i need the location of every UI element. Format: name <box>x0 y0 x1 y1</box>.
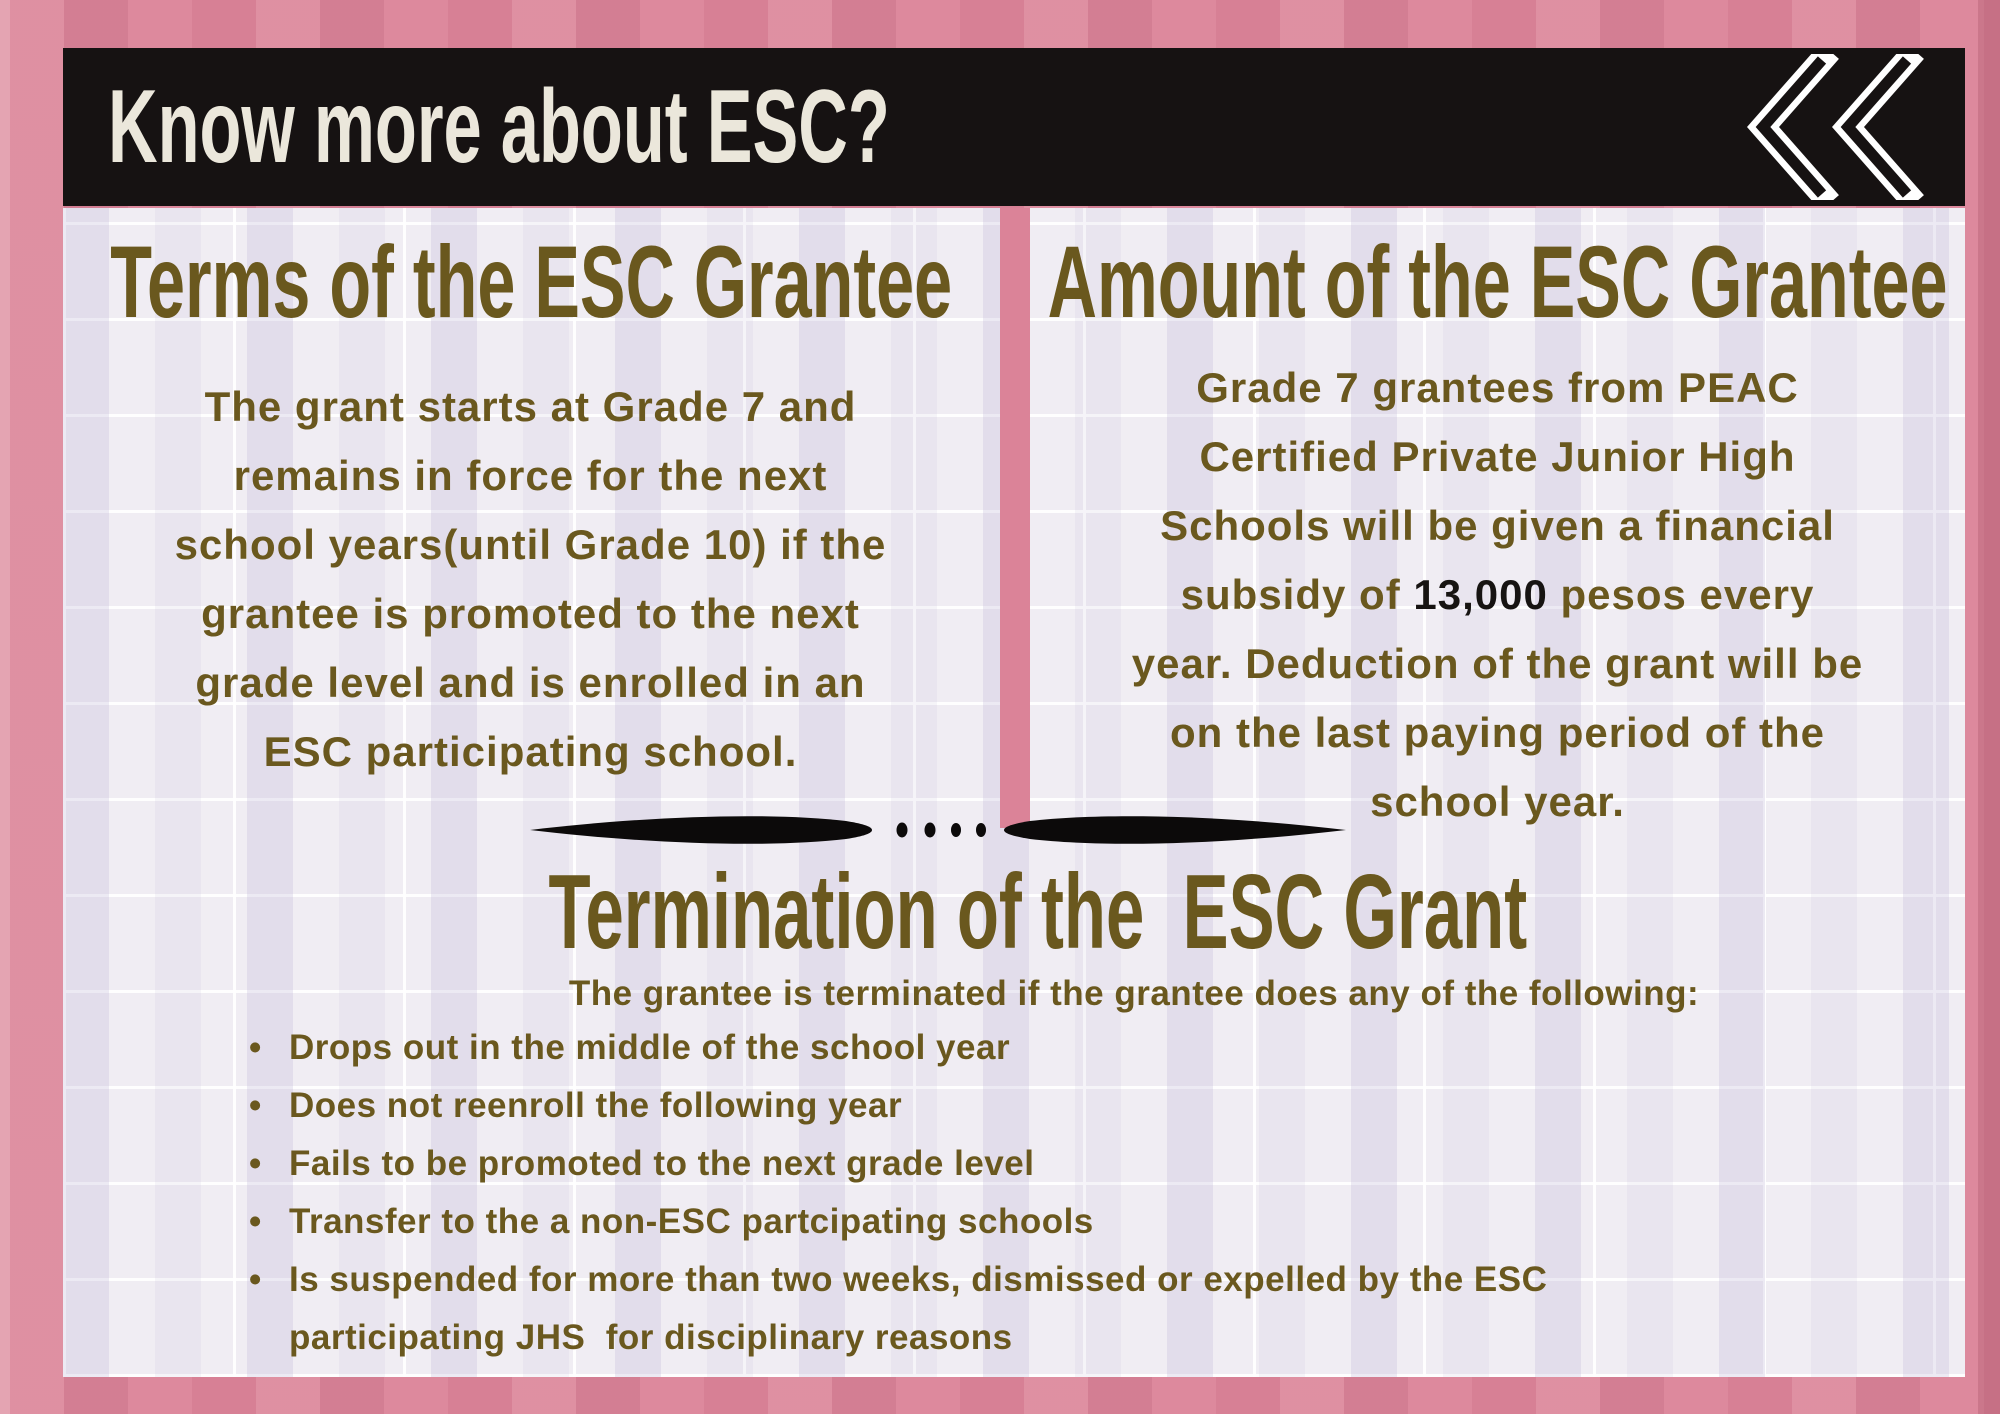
terms-heading: Terms of the ESC Grantee <box>110 224 953 339</box>
amount-heading: Amount of the ESC Grantee <box>1047 224 1948 339</box>
subsidy-amount: 13,000 <box>1413 571 1548 618</box>
bullet-item: • Fails to be promoted to the next grade level <box>243 1135 1763 1193</box>
paragraph-line: grade level and is enrolled in an <box>195 659 866 706</box>
terms-paragraph <box>73 372 988 786</box>
termination-intro: The grantee is terminated if the grantee does any of the following: <box>568 974 1700 1013</box>
border-stripe-right <box>1978 0 2000 1414</box>
double-chevron-left-icon <box>1763 60 1907 194</box>
paragraph-line: school year. <box>1370 778 1625 825</box>
paragraph-line: remains in force for the next <box>233 452 828 499</box>
subsidy-line-before: subsidy of <box>1180 571 1414 618</box>
termination-heading-row <box>63 852 1965 971</box>
paragraph-line: Grade 7 grantees from PEAC <box>1196 364 1799 411</box>
paragraph-line: The grant starts at Grade 7 and <box>204 383 857 430</box>
terms-section-heading-row <box>63 224 1000 339</box>
bullet-item: • Is suspended for more than two weeks, dismissed or expelled by the ESC participating JHS for disciplinary reasons <box>243 1251 1763 1367</box>
page-title: Know more about ESC? <box>108 68 890 185</box>
amount-paragraph <box>1045 353 1950 836</box>
border-stripe-left <box>0 0 10 1414</box>
paragraph-line: Certified Private Junior High <box>1199 433 1796 480</box>
termination-bullet-list <box>243 1019 1763 1367</box>
column-divider <box>1000 208 1030 828</box>
termination-intro-row <box>63 972 1965 1016</box>
back-button[interactable] <box>1727 54 1927 200</box>
header-bar <box>63 48 1965 206</box>
bullet-item: • Transfer to the a non-ESC partcipating schools <box>243 1193 1763 1251</box>
paragraph-line: school years(until Grade 10) if the <box>174 521 887 568</box>
subsidy-line-after: pesos every <box>1547 571 1815 618</box>
bullet-item: • Does not reenroll the following year <box>243 1077 1763 1135</box>
paragraph-line: on the last paying period of the <box>1169 709 1826 756</box>
paragraph-line: grantee is promoted to the next <box>201 590 860 637</box>
termination-heading: Termination of the ESC Grant <box>548 852 1528 971</box>
bullet-item: • Drops out in the middle of the school year <box>243 1019 1763 1077</box>
divider-ornament-icon <box>528 806 1348 854</box>
paragraph-line: ESC participating school. <box>263 728 798 775</box>
amount-section-heading-row <box>1030 224 1965 339</box>
paragraph-line: Schools will be given a financial <box>1160 502 1835 549</box>
paragraph-line: year. Deduction of the grant will be <box>1131 640 1864 687</box>
paragraph-line <box>1045 560 1950 629</box>
